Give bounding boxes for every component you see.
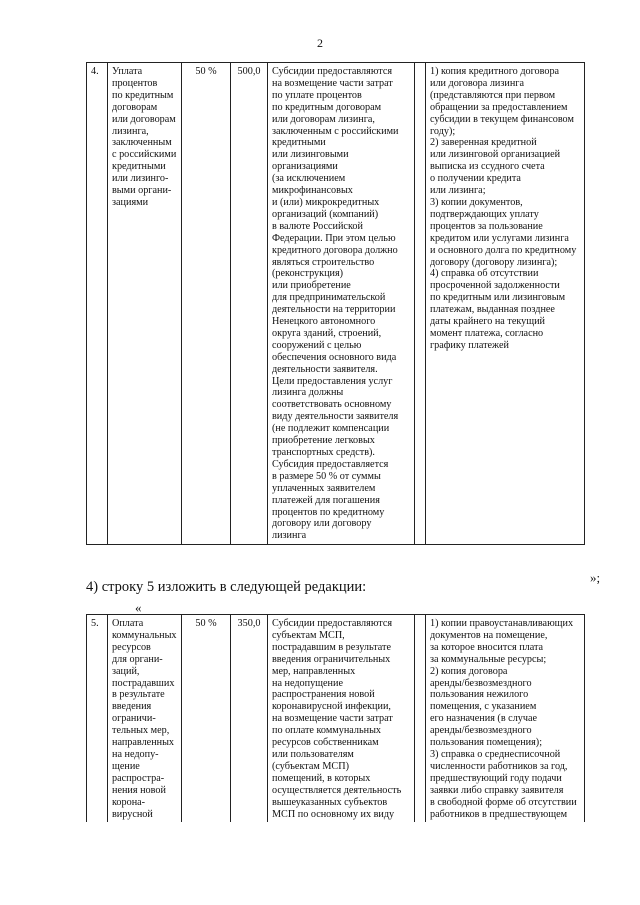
required-documents: 1) копия кредитного договора или договора лизинга (представляются при первом обращении за предоставлением субсидии в текущем финансовом году); 2) заверенная кредитной или лизинговой организацией выписка из ссудного счета о получении кредита или лизинга; 3) копии документов, подтверждающих уплату процентов за пользование кредитом или услугами лизинга и основного долга по кредитному договору (договору лизинга); 4) справка об отсутствии просроченной задолженности по кредитным или лизинговым платежам, выданная позднее даты крайнего на текущий момент платежа, согласно графику платежей	[426, 63, 585, 545]
page-number: 2	[317, 36, 323, 50]
measure-name: Оплата коммунальных ресурсов для органи- заций, пострадавших в результате введения ограничи- тельных мер, направленных на недопу- щение распростра- нения новой корона- вирусной	[108, 615, 182, 823]
subsidy-amount: 350,0	[231, 615, 268, 823]
subsidy-percent: 50 %	[182, 615, 231, 823]
required-documents: 1) копии правоустанавливающих документов на помещение, за которое вносится плата за коммунальные ресурсы; 2) копия договора аренды/безвозмездного пользования нежилого помещения, с указанием его назначения (в случае аренды/безвозмездного пользования помещения); 3) справка о среднесписочной численности работников за год, предшествующий году подачи заявки либо справку заявителя в свободной форме об отсутствии работников в предшествующем	[426, 615, 585, 823]
amendment-instruction: 4) строку 5 изложить в следующей редакции:	[86, 579, 367, 595]
table-row	[87, 615, 585, 823]
row-number: 5.	[87, 615, 108, 823]
opening-quote: «	[135, 600, 142, 615]
table-row	[87, 63, 585, 545]
table-row-4	[86, 62, 585, 545]
subsidy-amount: 500,0	[231, 63, 268, 545]
row-number: 4.	[87, 63, 108, 545]
column-divider	[415, 615, 426, 823]
closing-quote: »;	[590, 570, 601, 585]
measure-name: Уплата процентов по кредитным договорам или договорам лизинга, заключенным с российскими кредитными или лизинго- выми органи- зациями	[108, 63, 182, 545]
table-row-5	[86, 614, 585, 822]
subsidy-percent: 50 %	[182, 63, 231, 545]
subsidy-description: Субсидии предоставляются субъектам МСП, пострадавшим в результате введения ограничительных мер, направленных на недопущение распространения новой коронавирусной инфекции, на возмещение части затрат по оплате коммунальных ресурсов собственникам или пользователям (субъектам МСП) помещений, в которых осуществляется деятельность вышеуказанных субъектов МСП по основному их виду	[268, 615, 415, 823]
subsidy-description: Субсидии предоставляются на возмещение части затрат по уплате процентов по кредитным договорам или договорам лизинга, заключенным с российскими кредитными или лизинговыми организациями (за исключением микрофинансовых и (или) микрокредитных организаций (компаний) в валюте Российской Федерации. При этом целью кредитного договора должно являться строительство (реконструкция) или приобретение для предпринимательской деятельности на территории Ненецкого автономного округа зданий, строений, сооружений с целью обеспечения основного вида деятельности заявителя. Цели предоставления услуг лизинга должны соответствовать основному виду деятельности заявителя (не подлежит компенсации приобретение легковых транспортных средств). Субсидия предоставляется в размере 50 % от суммы уплаченных заявителем платежей для погашения процентов по кредитному договору или договору лизинга	[268, 63, 415, 545]
column-divider	[415, 63, 426, 545]
